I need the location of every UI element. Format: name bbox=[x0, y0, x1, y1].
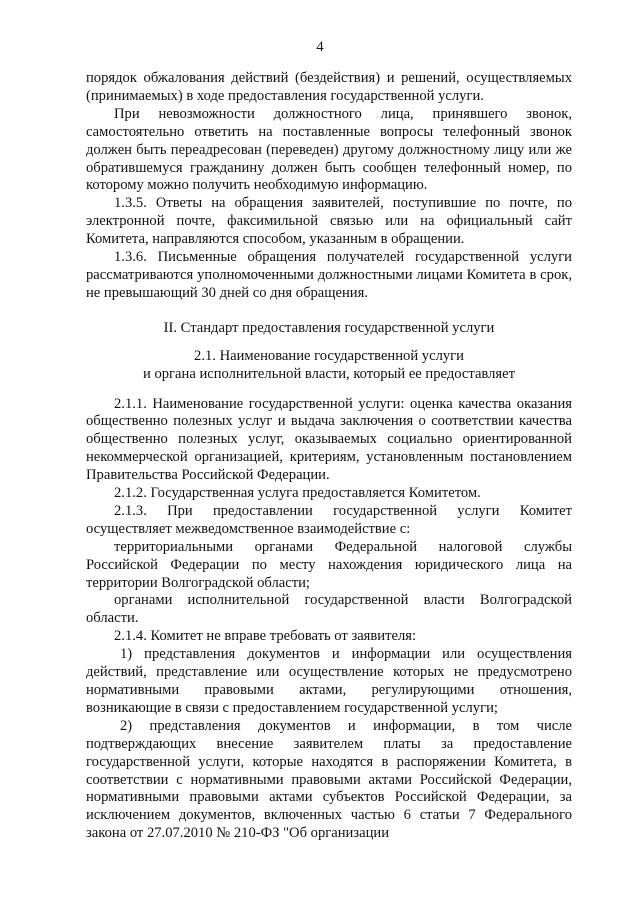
list-item-1: 1) представления документов и информации или осуществления действий, представление или осуществление которых не предусмотрено нормативными правовыми актами, регулирующими отношения, возникающие в связи с предоставлением государственной услуги; bbox=[86, 646, 572, 716]
paragraph-1-3-6: 1.3.6. Письменные обращения получателей государственной услуги рассматриваются уполномоченными должностными лицами Комитета в срок, не превышающий 30 дней со дня обращения. bbox=[86, 249, 572, 301]
document-body bbox=[86, 70, 572, 843]
list-item-2: 2) представления документов и информации, в том числе подтверждающих внесение заявителем платы за предоставление государственной услуги, которые находятся в распоряжении Комитета, в соответствии с нормативными правовыми актами Российской Федерации, нормативными правовыми актами субъектов Российской Федерации, за исключением документов, включенных частью 6 статьи 7 Федерального закона от 27.07.2010 № 210-ФЗ "Об организации bbox=[86, 717, 572, 842]
paragraph-tax-service: территориальными органами Федеральной налоговой службы Российской Федерации по месту нахождения юридического лица на территории Волгоградской области; bbox=[86, 538, 572, 591]
paragraph-2-1-2: 2.1.2. Государственная услуга предоставляется Комитетом. bbox=[114, 485, 481, 502]
paragraph-call-redirect: При невозможности должностного лица, принявшего звонок, самостоятельно ответить на поставленные вопросы телефонный звонок должен быть переадресован (переведен) другому должностному лицу или же обратившемуся гражданину должен быть сообщен телефонный номер, по которому можно получить необходимую информацию. bbox=[86, 105, 572, 194]
paragraph-2-1-4: 2.1.4. Комитет не вправе требовать от заявителя: bbox=[114, 628, 417, 645]
paragraph-2-1-1: 2.1.1. Наименование государственной услуги: оценка качества оказания общественно полезных услуг и выдача заключения о соответствии качества общественно полезных услуг, оказываемых социально ориентированной некоммерческой организацией, критериям, установленным постановлением Правительства Российской Федерации. bbox=[86, 395, 572, 484]
page-number: 4 bbox=[316, 39, 324, 55]
subsection-heading-line2: и органа исполнительной власти, который ее предоставляет bbox=[143, 365, 515, 382]
subsection-heading-line1: 2.1. Наименование государственной услуги bbox=[194, 347, 464, 364]
paragraph-1-3-5: 1.3.5. Ответы на обращения заявителей, поступившие по почте, по электронной почте, факсимильной связью или на официальный сайт Комитета, направляются способом, указанным в обращении. bbox=[86, 195, 572, 248]
paragraph-2-1-3: 2.1.3. При предоставлении государственной услуги Комитет осуществляет межведомственное взаимодействие с: bbox=[86, 502, 572, 537]
paragraph-appeal-procedure: порядок обжалования действий (бездействия) и решений, осуществляемых (принимаемых) в ходе предоставления государственной услуги. bbox=[86, 70, 572, 104]
section-heading: II. Стандарт предоставления государственной услуги bbox=[163, 319, 495, 336]
paragraph-executive-bodies: органами исполнительной государственной власти Волгоградской области. bbox=[86, 592, 572, 627]
